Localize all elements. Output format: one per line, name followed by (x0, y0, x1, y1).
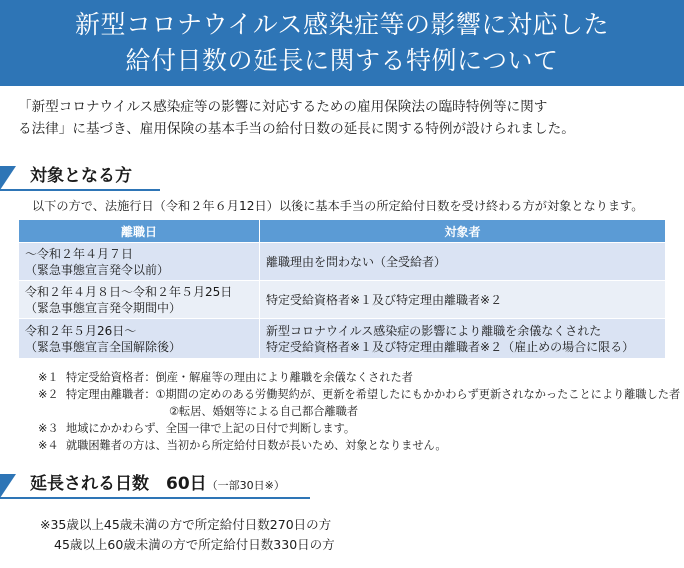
target-text: 特定受給資格者※１及び特定理由離職者※２ (266, 292, 503, 307)
footnote-text: 地域にかかわらず、全国一律で上記の日付で判断します。 (66, 422, 356, 435)
date-cell (19, 281, 260, 319)
date-cell (19, 319, 260, 359)
target-text: 離職理由を問わない（全受給者） (266, 254, 447, 269)
date-range: 令和２年５月26日～ (25, 323, 137, 338)
footnote-text: ②転居、婚姻等による自己都合離職者 (169, 405, 359, 418)
table-row (19, 319, 666, 359)
target-cell (260, 243, 666, 281)
table-row (19, 243, 666, 281)
date-range: 令和２年４月８日～令和２年５月25日 (25, 284, 233, 299)
date-range: ～令和２年４月７日 (25, 246, 134, 261)
section-marker-icon (0, 166, 16, 190)
table-header-row (19, 220, 666, 243)
footnote-text: 特定受給資格者：倒産・解雇等の理由により離職を余儀なくされた者 (66, 371, 413, 384)
title-line-1: 新型コロナウイルス感染症等の影響に対応した (74, 10, 609, 39)
date-note: （緊急事態宣言発令以前） (25, 262, 170, 277)
footnote-mark: ※３ (38, 422, 59, 435)
date-note: （緊急事態宣言発令期間中） (25, 300, 182, 315)
date-cell (19, 243, 260, 281)
table-row (19, 281, 666, 319)
header-date: 離職日 (19, 220, 260, 243)
intro-line-2: る法律」に基づき、雇用保険の基本手当の給付日数の延長に関する特例が設けられました。 (18, 121, 575, 137)
target-text: 新型コロナウイルス感染症の影響により離職を余儀なくされた (266, 323, 602, 338)
section-target-header (0, 162, 684, 192)
eligibility-table (18, 219, 666, 359)
section-underline (0, 189, 160, 191)
footnote-mark: ※１ (38, 371, 59, 384)
extension-days-note: （一部30日※） (206, 479, 285, 492)
target-cell (260, 281, 666, 319)
footnote-text: 特定理由離職者：①期間の定めのある労働契約が、更新を希望したにもかかわらず更新されなかったことにより離職した者 (66, 388, 681, 401)
target-text-2: 特定受給資格者※１及び特定理由離職者※２（雇止めの場合に限る） (266, 339, 635, 354)
section-title (30, 472, 285, 498)
section-extension-header (0, 470, 684, 500)
extension-note-line-1: ※35歳以上45歳未満の方で所定給付日数270日の方 (40, 517, 332, 532)
date-note: （緊急事態宣言全国解除後） (25, 339, 182, 354)
footnote-mark: ※２ (38, 388, 59, 401)
footnote-text: 就職困難者の方は、当初から所定給付日数が長いため、対象となりません。 (66, 439, 447, 452)
intro-paragraph (18, 96, 674, 140)
lead-text: 以下の方で、法施行日（令和２年６月12日）以後に基本手当の所定給付日数を受け終わる方が対象となります。 (32, 199, 644, 213)
footnote-mark: ※４ (38, 439, 59, 452)
title-banner (0, 0, 684, 86)
title-line-2: 給付日数の延長に関する特例について (125, 46, 559, 75)
header-target: 対象者 (260, 220, 666, 243)
extension-note-line-2: 45歳以上60歳未満の方で所定給付日数330日の方 (54, 537, 335, 552)
section-marker-icon (0, 474, 16, 498)
extension-note (40, 515, 335, 555)
section-underline (0, 497, 310, 499)
intro-line-1: 「新型コロナウイルス感染症等の影響に対応するための雇用保険法の臨時特例等に関す (18, 99, 548, 115)
extension-days: 延長される日数 60日 (30, 474, 207, 494)
target-cell (260, 319, 666, 359)
section-title: 対象となる方 (30, 166, 132, 186)
